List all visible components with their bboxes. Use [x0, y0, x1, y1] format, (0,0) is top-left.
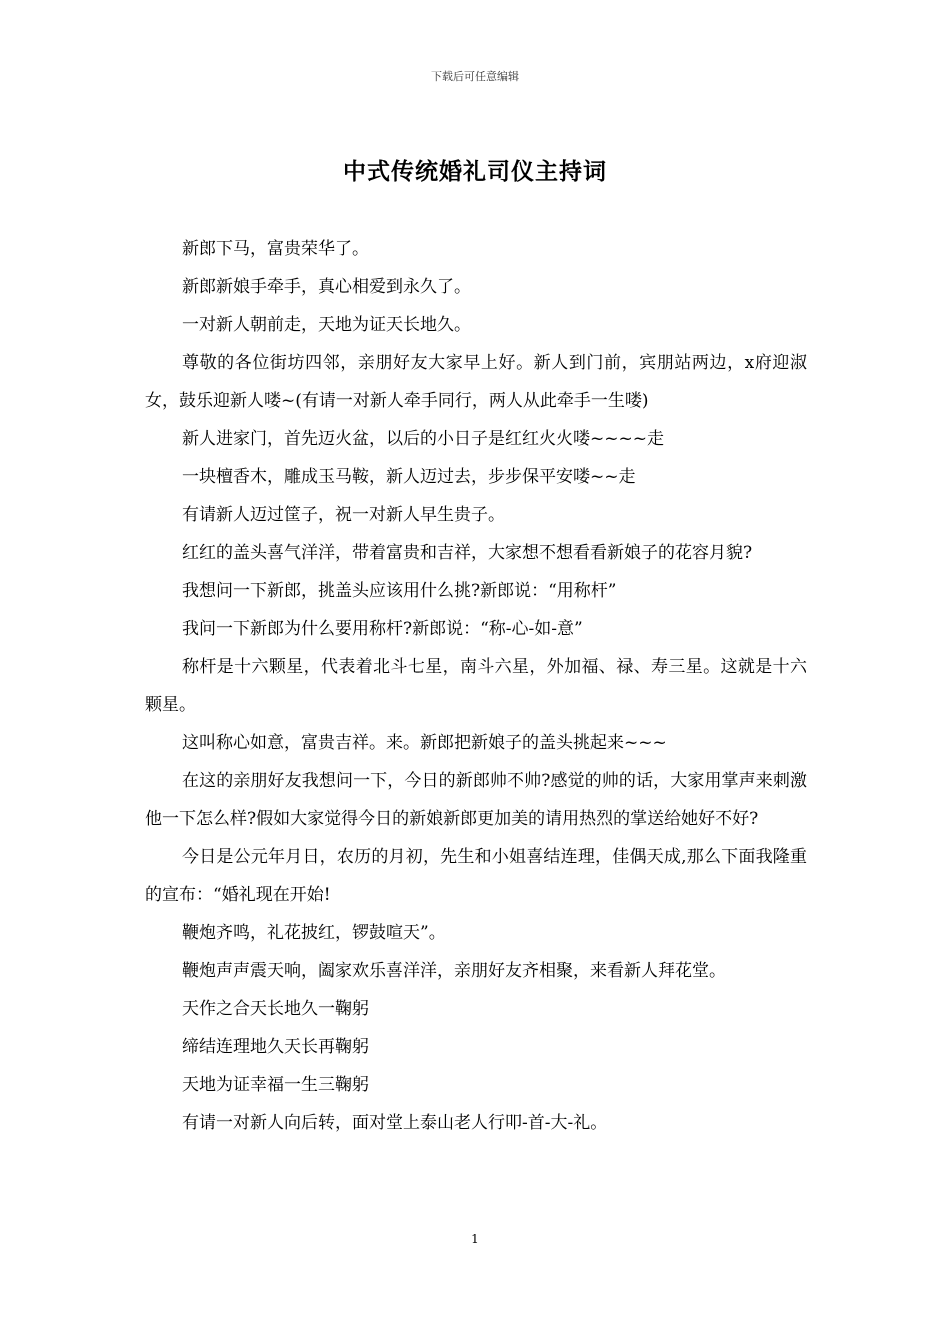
paragraph: 一对新人朝前走，天地为证天长地久。 — [182, 315, 471, 335]
paragraph: 我想问一下新郎，挑盖头应该用什么挑?新郎说：“用称杆” — [182, 581, 617, 601]
paragraph: 鞭炮齐鸣，礼花披红，锣鼓喧天”。 — [182, 923, 446, 943]
paragraph: 红红的盖头喜气洋洋，带着富贵和吉祥，大家想不想看看新娘子的花容月貌? — [182, 543, 753, 563]
paragraph: 有请新人迈过筐子，祝一对新人早生贵子。 — [182, 505, 505, 525]
paragraph: 新郎新娘手牵手，真心相爱到永久了。 — [182, 277, 471, 297]
header-note: 下载后可任意编辑 — [431, 70, 519, 83]
paragraph: 有请一对新人向后转，面对堂上泰山老人行叩-首-大-礼。 — [182, 1113, 608, 1133]
paragraph: 新郎下马，富贵荣华了。 — [182, 239, 369, 259]
paragraph: 缔结连理地久天长再鞠躬 — [182, 1037, 369, 1057]
document-body — [145, 230, 807, 1142]
paragraph: 一块檀香木，雕成玉马鞍，新人迈过去，步步保平安喽~~走 — [182, 467, 636, 487]
paragraph: 尊敬的各位街坊四邻，亲朋好友大家早上好。新人到门前，宾朋站两边，x府迎淑女，鼓乐迎新人喽~(有请一对新人牵手同行，两人从此牵手一生喽) — [145, 353, 807, 411]
paragraph: 新人进家门，首先迈火盆，以后的小日子是红红火火喽~~~~走 — [182, 429, 664, 449]
paragraph: 称杆是十六颗星，代表着北斗七星，南斗六星，外加福、禄、寿三星。这就是十六颗星。 — [145, 657, 807, 715]
paragraph: 这叫称心如意，富贵吉祥。来。新郎把新娘子的盖头挑起来~~~ — [182, 733, 667, 753]
paragraph: 今日是公元年月日，农历的月初，先生和小姐喜结连理，佳偶天成,那么下面我隆重的宣布：“婚礼现在开始! — [145, 847, 807, 905]
page-number: 1 — [471, 1232, 479, 1246]
paragraph: 天作之合天长地久一鞠躬 — [182, 999, 369, 1019]
paragraph: 鞭炮声声震天响，阖家欢乐喜洋洋，亲朋好友齐相聚，来看新人拜花堂。 — [182, 961, 726, 981]
paragraph: 在这的亲朋好友我想问一下，今日的新郎帅不帅?感觉的帅的话，大家用掌声来刺激他一下怎么样?假如大家觉得今日的新娘新郎更加美的请用热烈的掌送给她好不好? — [145, 771, 807, 829]
document-title: 中式传统婚礼司仪主持词 — [343, 159, 607, 185]
paragraph: 我问一下新郎为什么要用称杆?新郎说：“称-心-如-意” — [182, 619, 583, 639]
paragraph: 天地为证幸福一生三鞠躬 — [182, 1075, 369, 1095]
